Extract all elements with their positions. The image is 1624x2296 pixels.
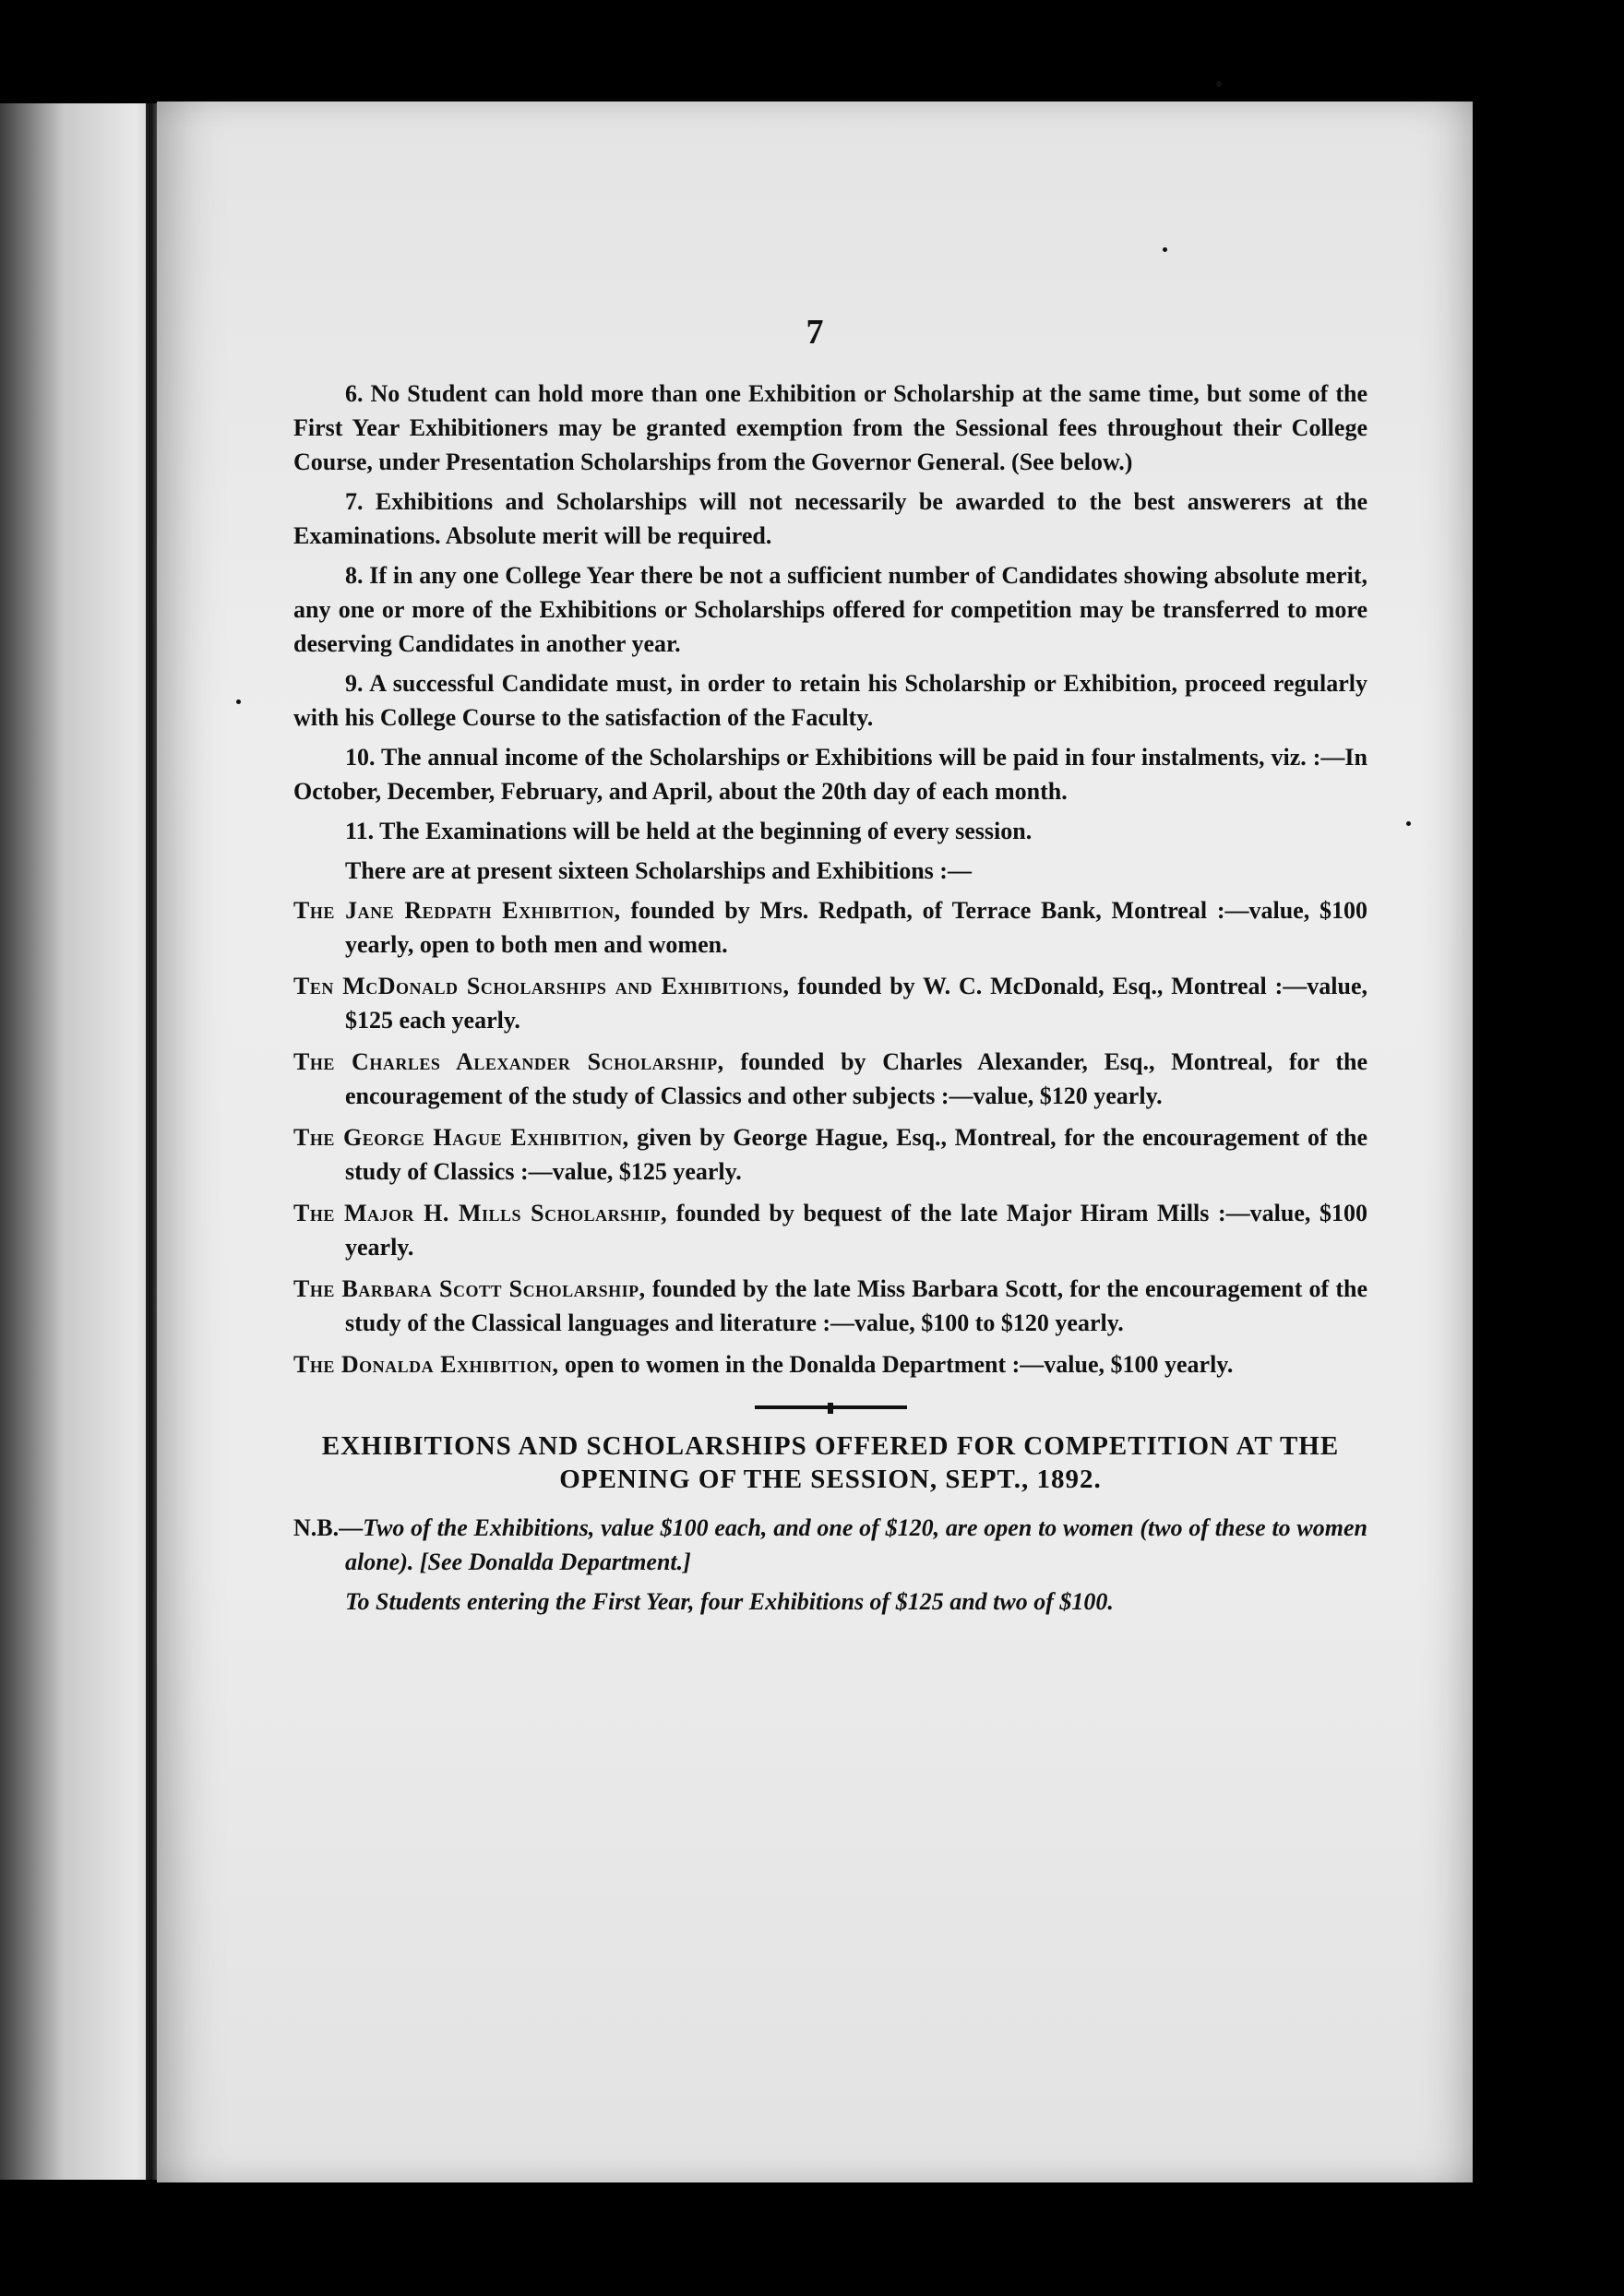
awards-intro: There are at present sixteen Scholarships and Exhibitions :— — [345, 857, 972, 884]
document-page — [157, 102, 1473, 2182]
speck — [236, 700, 241, 704]
award-jane-redpath: The Jane Redpath Exhibition, founded by Mrs. Redpath, of Terrace Bank, Montreal :—value, $100 yearly, open to both men and women. — [293, 897, 1367, 958]
award-donalda: The Donalda Exhibition, open to women in the Donalda Department :—value, $100 yearly. — [293, 1351, 1234, 1378]
left-page-edge — [0, 103, 159, 2180]
nb-note: N.B.—Two of the Exhibitions, value $100 each, and one of $120, are open to women (two of these to women alone). [See Donalda Department.] — [293, 1514, 1367, 1575]
first-year-note: To Students entering the First Year, four Exhibitions of $125 and two of $100. — [345, 1588, 1114, 1615]
rule-11: 11. The Examinations will be held at the beginning of every session. — [345, 818, 1033, 844]
award-mcdonald: Ten McDonald Scholarships and Exhibitions, founded by W. C. McDonald, Esq., Montreal :—value, $125 each yearly. — [293, 973, 1368, 1034]
page-content — [293, 377, 1367, 1624]
rule-7: 7. Exhibitions and Scholarships will not necessarily be awarded to the best answerers at the Examinations. Absolute merit will be required. — [293, 488, 1367, 549]
rule-9: 9. A successful Candidate must, in order to retain his Scholarship or Exhibition, proceed regularly with his College Course to the satisfaction of the Faculty. — [293, 670, 1367, 731]
page-number: 7 — [806, 313, 824, 352]
rule-6: 6. No Student can hold more than one Exhibition or Scholarship at the same time, but some of the First Year Exhibitioners may be granted exemption from the Sessional fees throughout their College Course, under Presentation Scholarships from the Governor General. (See below.) — [293, 380, 1367, 475]
award-george-hague: The George Hague Exhibition, given by George Hague, Esq., Montreal, for the encouragement of the study of Classics :—value, $125 yearly. — [293, 1124, 1368, 1185]
book-gutter — [146, 103, 157, 2180]
speck — [1216, 81, 1222, 87]
award-major-mills: The Major H. Mills Scholarship, founded by bequest of the late Major Hiram Mills :—value, $100 yearly. — [293, 1200, 1368, 1261]
speck — [1163, 247, 1167, 252]
speck — [1406, 821, 1411, 826]
award-charles-alexander: The Charles Alexander Scholarship, founded by Charles Alexander, Esq., Montreal, for the encouragement of the study of Classics and other subjects :—value, $120 yearly. — [293, 1048, 1367, 1109]
award-barbara-scott: The Barbara Scott Scholarship, founded by the late Miss Barbara Scott, for the encouragement of the study of the Classical languages and literature :—value, $100 to $120 yearly. — [293, 1275, 1367, 1336]
rule-8: 8. If in any one College Year there be not a sufficient number of Candidates showing absolute merit, any one or more of the Exhibitions or Scholarships offered for competition may be transferred to more deserving Candidates in another year. — [293, 562, 1368, 657]
section-divider — [755, 1405, 907, 1409]
rule-10: 10. The annual income of the Scholarships or Exhibitions will be paid in four instalments, viz. :—In October, December, February, and April, about the 20th day of each month. — [293, 744, 1368, 805]
section-heading: EXHIBITIONS AND SCHOLARSHIPS OFFERED FOR COMPETITION AT THE OPENING OF THE SESSION, SEPT., 1892. — [321, 1431, 1340, 1494]
